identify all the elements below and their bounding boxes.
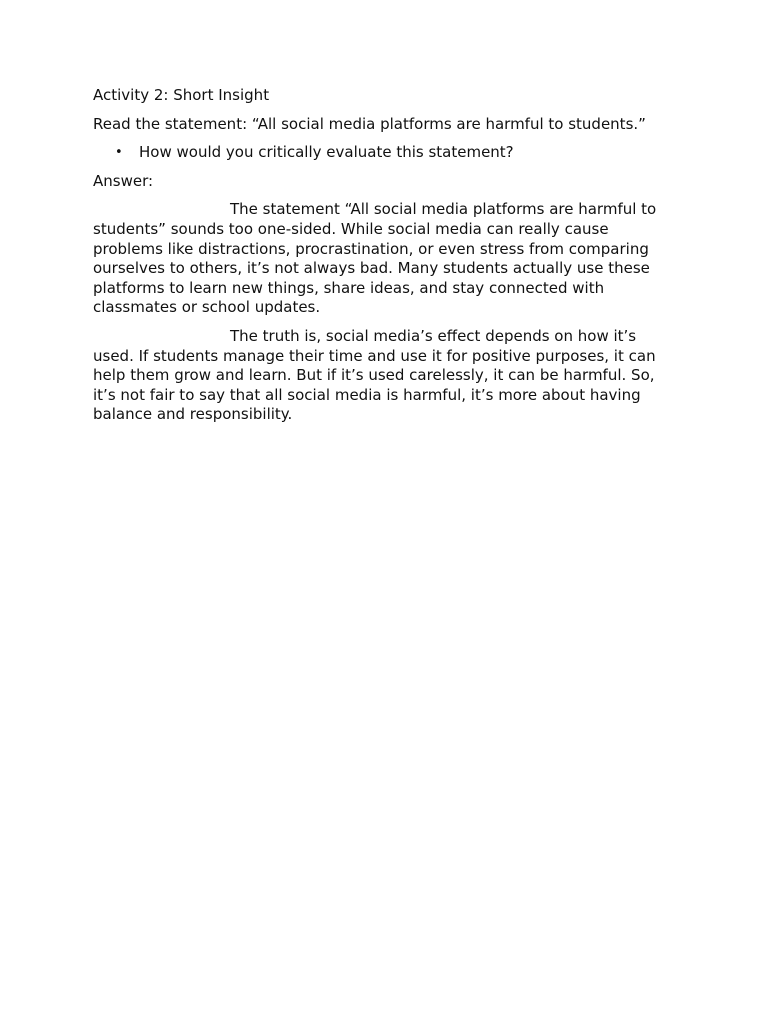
document-body bbox=[93, 86, 678, 434]
answer-label: Answer: bbox=[93, 171, 154, 190]
question-list bbox=[93, 143, 678, 163]
activity-title: Activity 2: Short Insight bbox=[93, 86, 270, 104]
question-text: How would you critically evaluate this statement? bbox=[139, 143, 514, 162]
answer-paragraph-1: The statement “All social media platforms are harmful to students” sounds too one-sided. While social media can really cause problems like distractions, procrastination, or even stress from comparing ourselves to others, it’s not always bad. Many students actually use these platforms to learn new things, share ideas, and stay connected with classmates or school updates. bbox=[93, 200, 657, 317]
list-item bbox=[93, 143, 678, 163]
answer-paragraph-2: The truth is, social media’s effect depends on how it’s used. If students manage their time and use it for positive purposes, it can help them grow and learn. But if it’s used carelessly, it can be harmful. So, it’s not fair to say that all social media is harmful, it’s more about having balance and responsibility. bbox=[93, 326, 656, 424]
bullet-icon: • bbox=[115, 145, 123, 161]
statement-prompt: Read the statement: “All social media platforms are harmful to students.” bbox=[93, 114, 646, 133]
